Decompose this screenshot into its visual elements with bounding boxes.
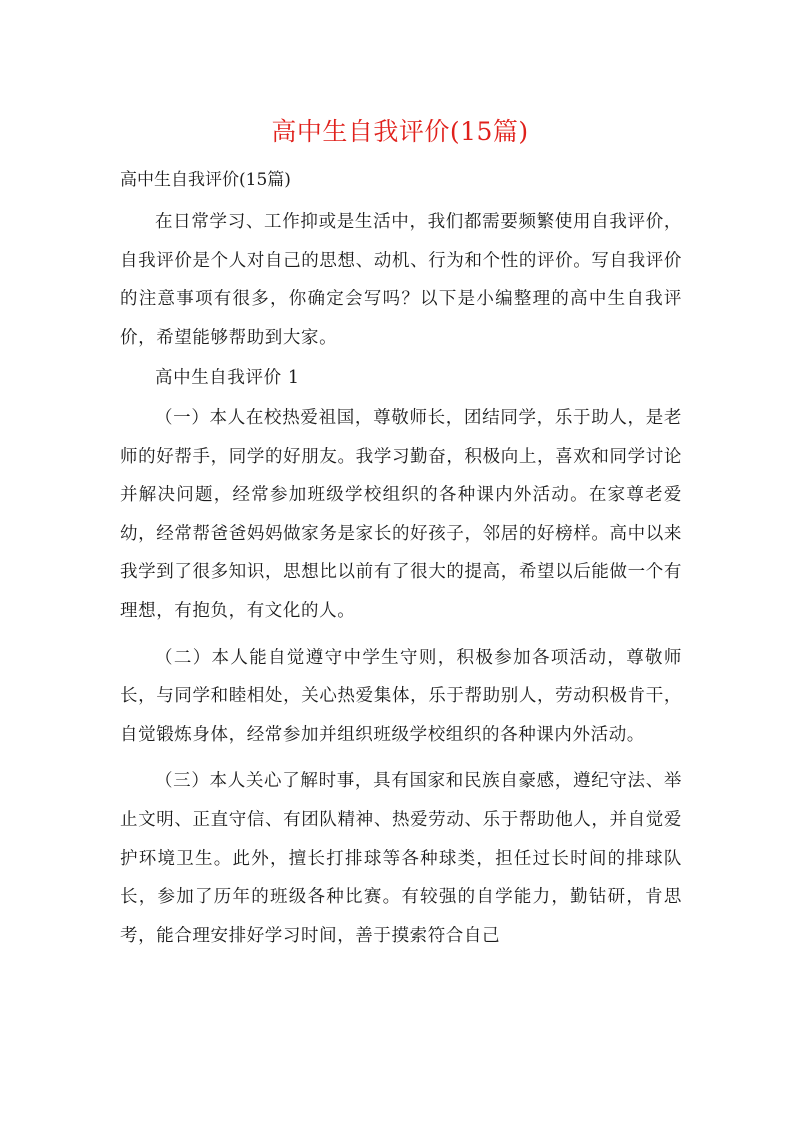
section-heading: 高中生自我评价 1: [155, 368, 300, 389]
document-title: 高中生自我评价(15篇): [271, 117, 529, 146]
document-subtitle: 高中生自我评价(15篇): [120, 170, 291, 190]
body-paragraph-3: （三）本人关心了解时事，具有国家和民族自豪感，遵纪守法、举止文明、正直守信、有团队精神、热爱劳动、乐于帮助他人，并自觉爱护环境卫生。此外，擅长打排球等各种球类，担任过长时间的排球队长，参加了历年的班级各种比赛。有较强的自学能力，勤钻研，肯思考，能合理安排好学习时间，善于摸索符合自己: [120, 771, 682, 946]
body-paragraph-2: （二）本人能自觉遵守中学生守则，积极参加各项活动，尊敬师长，与同学和睦相处，关心热爱集体，乐于帮助别人，劳动积极肯干，自觉锻炼身体，经常参加并组织班级学校组织的各种课内外活动。: [120, 647, 682, 745]
body-paragraph-1: （一）本人在校热爱祖国，尊敬师长，团结同学，乐于助人，是老师的好帮手，同学的好朋友。我学习勤奋，积极向上，喜欢和同学讨论并解决问题，经常参加班级学校组织的各种课内外活动。在家尊老爱幼，经常帮爸爸妈妈做家务是家长的好孩子，邻居的好榜样。高中以来我学到了很多知识，思想比以前有了很大的提高，希望以后能做一个有理想，有抱负，有文化的人。: [120, 407, 682, 621]
intro-paragraph: 在日常学习、工作抑或是生活中，我们都需要频繁使用自我评价，自我评价是个人对自己的思想、动机、行为和个性的评价。写自我评价的注意事项有很多，你确定会写吗？以下是小编整理的高中生自我评价，希望能够帮助到大家。: [120, 212, 682, 348]
document-body: [120, 203, 682, 955]
